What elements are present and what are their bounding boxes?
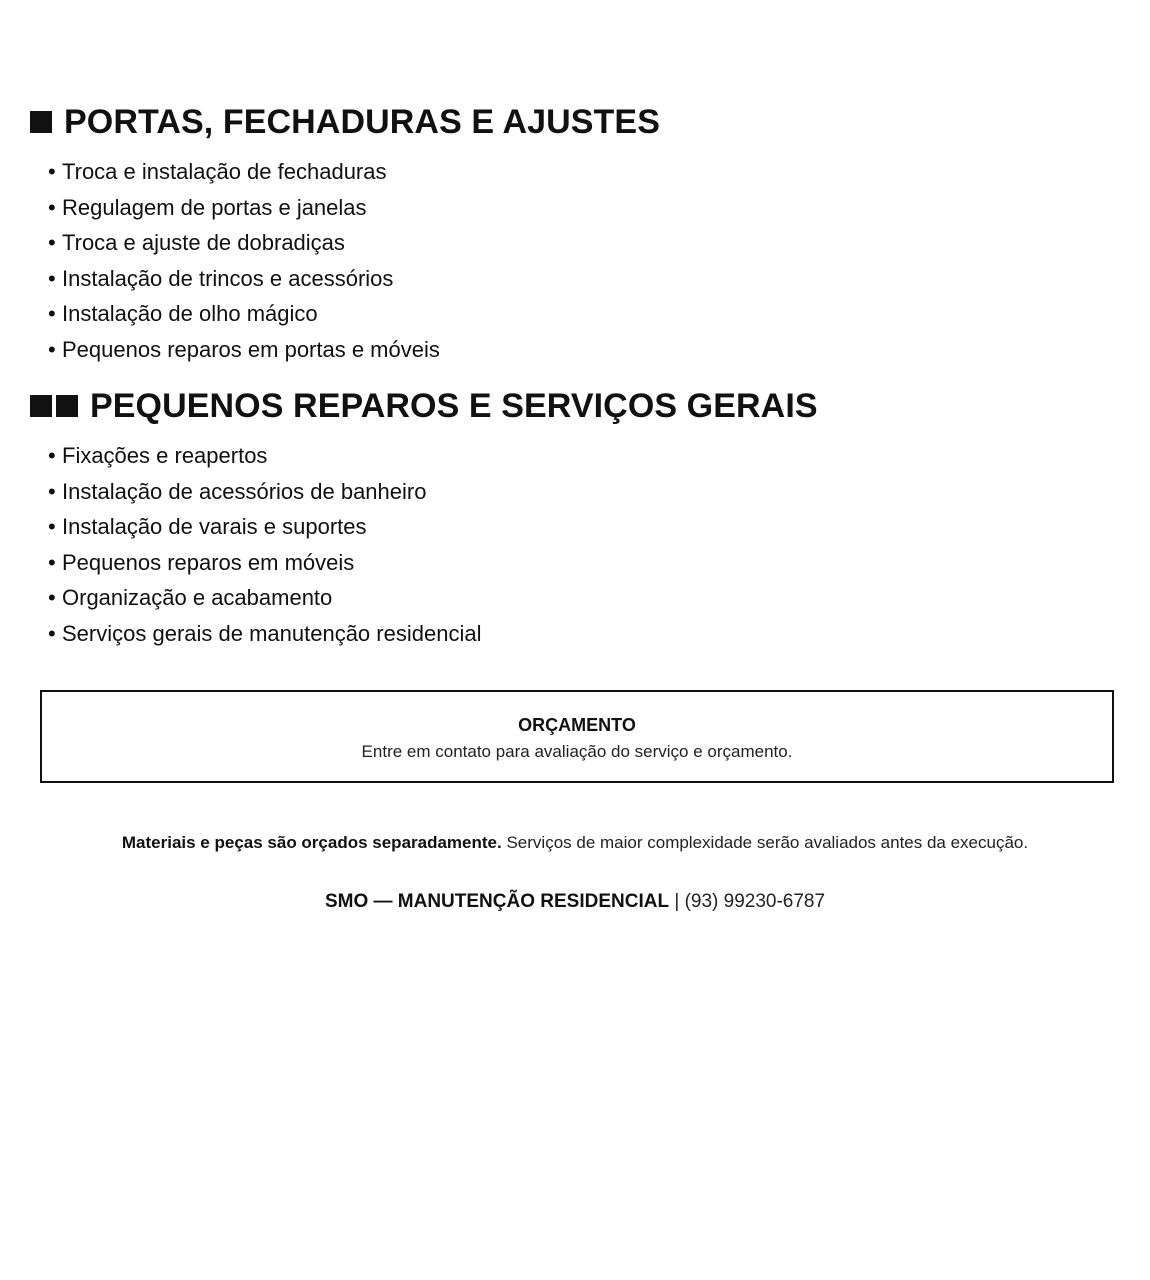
bullet: •	[48, 620, 56, 646]
footer-separator: |	[674, 891, 680, 912]
list-item	[48, 438, 1120, 474]
list-item-text: Pequenos reparos em móveis	[62, 549, 355, 575]
bullet: •	[48, 514, 56, 540]
bullet: •	[48, 194, 56, 220]
list-item-text: Troca e ajuste de dobradiças	[62, 230, 345, 256]
list-item-text: Instalação de acessórios de banheiro	[62, 478, 427, 504]
list-item	[48, 474, 1120, 510]
list-item-text: Instalação de varais e suportes	[62, 514, 367, 540]
heading-icons	[30, 395, 82, 417]
list-item-text: Organização e acabamento	[62, 585, 333, 611]
section-title: PORTAS, FECHADURAS E AJUSTES	[64, 103, 660, 141]
section-title: PEQUENOS REPAROS E SERVIÇOS GERAIS	[90, 387, 818, 425]
list-item-text: Instalação de olho mágico	[62, 301, 318, 327]
footer	[0, 889, 1150, 915]
bullet: •	[48, 478, 56, 504]
list-item	[48, 545, 1120, 581]
list-item-text: Serviços gerais de manutenção residencial	[62, 620, 482, 646]
heading-icons	[30, 111, 56, 133]
section-pequenos-reparos	[30, 384, 1120, 652]
section-heading	[30, 384, 1120, 428]
list-item	[48, 296, 1120, 332]
section-portas	[30, 100, 1120, 368]
list-item	[48, 616, 1120, 652]
bullet: •	[48, 301, 56, 327]
list-item	[48, 580, 1120, 616]
list-item	[48, 332, 1120, 368]
bullet: •	[48, 549, 56, 575]
list-item-text: Instalação de trincos e acessórios	[62, 265, 394, 291]
materials-note	[0, 831, 1150, 855]
service-list	[30, 154, 1120, 368]
note-text: Serviços de maior complexidade serão avaliados antes da execução.	[506, 833, 1029, 852]
bullet: •	[48, 230, 56, 256]
note-bold-text: Materiais e peças são orçados separadamente.	[121, 833, 502, 852]
list-item-text: Troca e instalação de fechaduras	[62, 159, 387, 184]
footer-brand: SMO — MANUTENÇÃO RESIDENCIAL	[324, 891, 670, 912]
section-heading	[30, 100, 1120, 144]
service-list	[30, 438, 1120, 652]
list-item-text: Regulagem de portas e janelas	[62, 194, 367, 220]
footer-phone: (93) 99230-6787	[684, 891, 826, 912]
list-item	[48, 225, 1120, 261]
quote-text: Entre em contato para avaliação do serviço e orçamento.	[361, 742, 793, 761]
list-item	[48, 190, 1120, 226]
list-item	[48, 154, 1120, 190]
list-item	[48, 261, 1120, 297]
square-icon	[56, 395, 78, 417]
list-item-text: Fixações e reapertos	[62, 443, 268, 468]
bullet: •	[48, 159, 56, 184]
bullet: •	[48, 265, 56, 291]
quote-title: ORÇAMENTO	[518, 715, 636, 735]
quote-box	[40, 690, 1114, 783]
list-item	[48, 509, 1120, 545]
bullet: •	[48, 443, 56, 468]
list-item-text: Pequenos reparos em portas e móveis	[62, 336, 440, 362]
bullet: •	[48, 585, 56, 611]
square-icon	[30, 395, 52, 417]
bullet: •	[48, 336, 56, 362]
square-icon	[30, 111, 52, 133]
